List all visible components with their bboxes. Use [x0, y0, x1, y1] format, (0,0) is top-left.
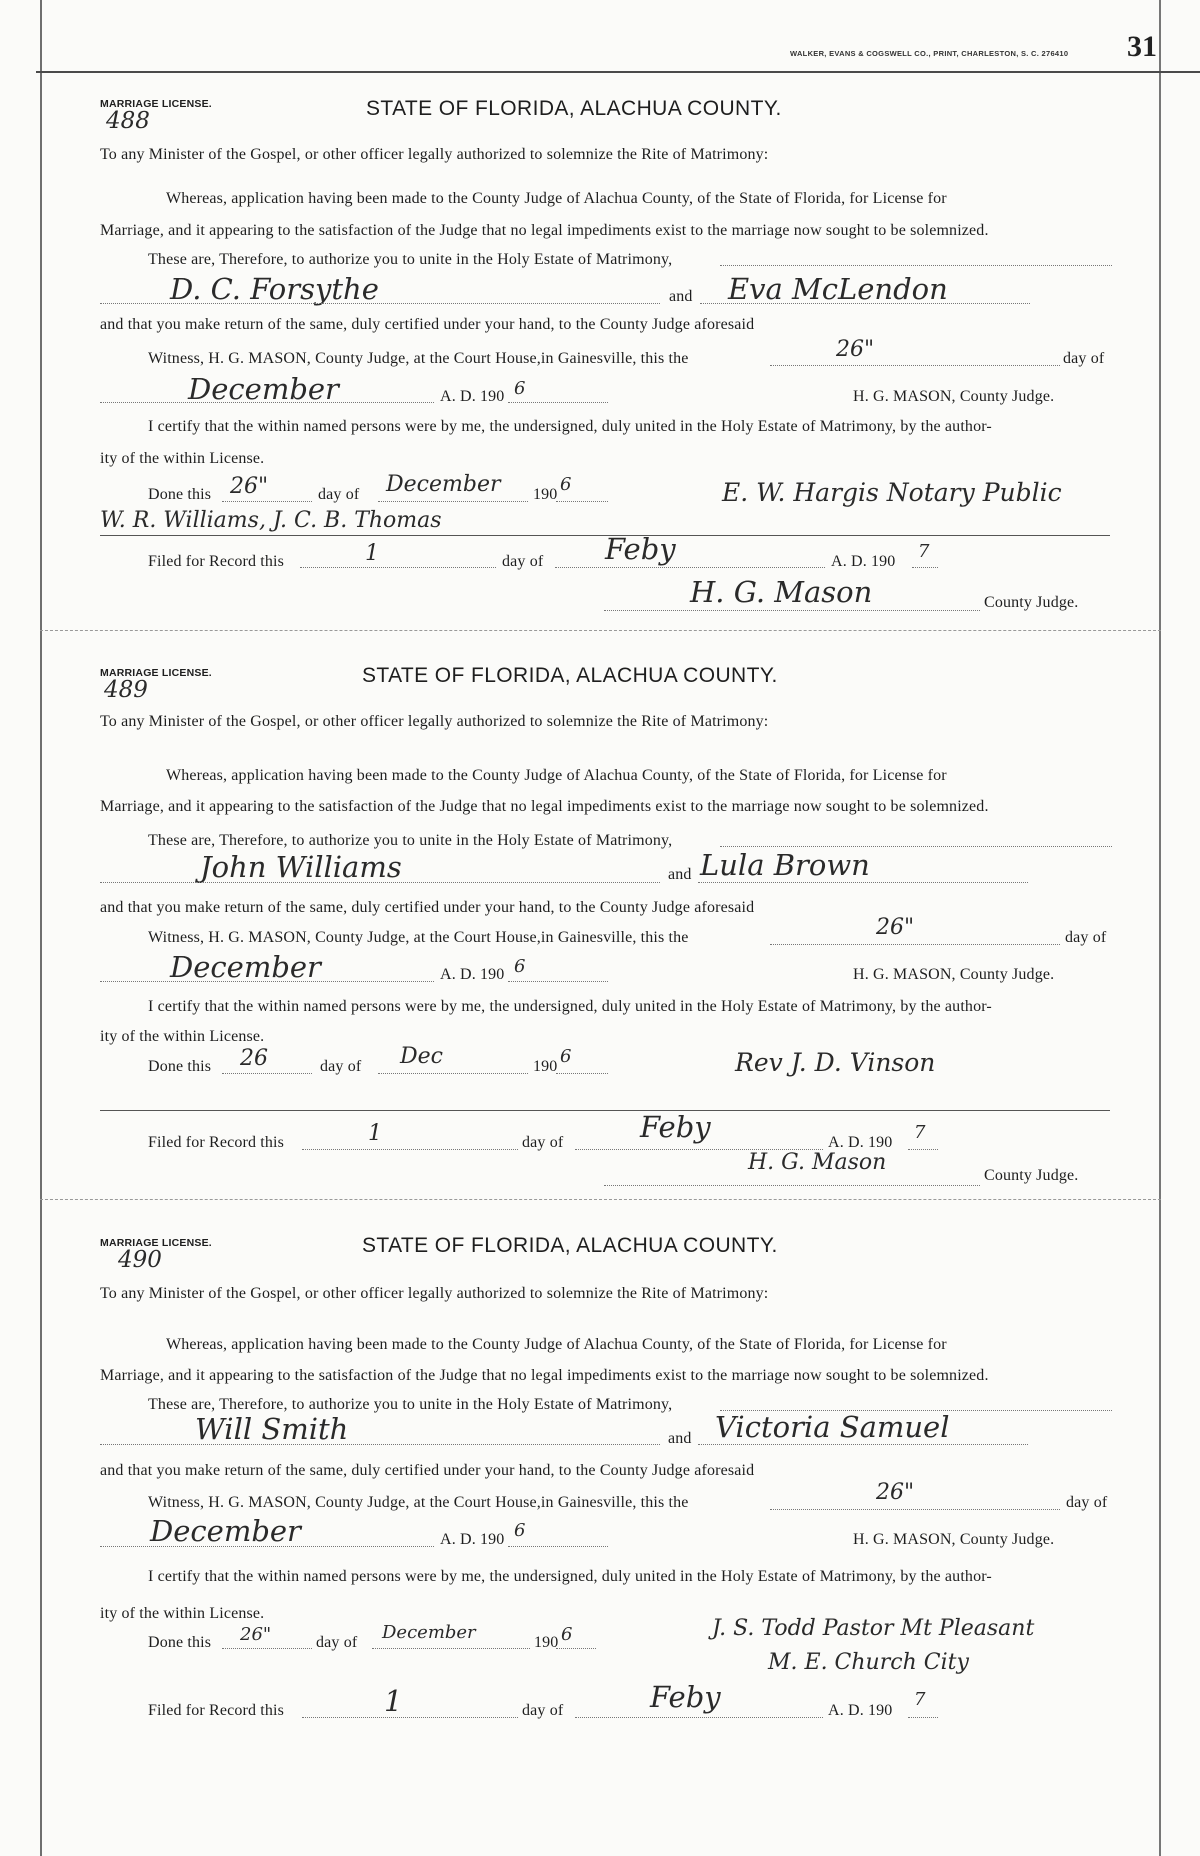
done-this-label: Done this — [148, 1058, 212, 1075]
done-this-label: Done this — [148, 486, 212, 503]
ad-label: A. D. 190 — [440, 388, 505, 405]
day-of-label: day of — [1066, 1494, 1108, 1511]
bride-name: Lula Brown — [700, 848, 870, 882]
to-any-minister: To any Minister of the Gospel, or other officer legally authorized to solemnize the Rite of Matrimony: — [100, 146, 769, 163]
left-margin-rule — [40, 0, 42, 1856]
make-return-line: and that you make return of the same, duly certified under your hand, to the County Judge aforesaid — [100, 1462, 755, 1479]
officiant-signature: E. W. Hargis Notary Public — [722, 478, 1062, 507]
license-number: 489 — [104, 677, 148, 703]
to-any-minister: To any Minister of the Gospel, or other officer legally authorized to solemnize the Rite of Matrimony: — [100, 1285, 769, 1302]
day-of-label: day of — [502, 553, 544, 570]
certify-line-2: ity of the within License. — [100, 450, 265, 467]
groom-name: D. C. Forsythe — [170, 272, 379, 306]
these-are-line: These are, Therefore, to authorize you to unite in the Holy Estate of Matrimony, — [148, 251, 673, 268]
groom-name: Will Smith — [195, 1412, 349, 1446]
done-month: Dec — [400, 1044, 443, 1069]
witness-signatures: W. R. Williams, J. C. B. Thomas — [100, 508, 442, 533]
done-month: December — [386, 472, 501, 497]
judge-signature: H. G. Mason — [748, 1150, 887, 1175]
day-of-label: day of — [316, 1634, 358, 1651]
done-day: 26 — [240, 1046, 268, 1071]
witness-day: 26" — [876, 915, 915, 940]
done-day: 26" — [230, 474, 269, 499]
filed-day: 1 — [384, 1684, 403, 1718]
these-are-line: These are, Therefore, to authorize you to unite in the Holy Estate of Matrimony, — [148, 1396, 673, 1413]
filed-day: 1 — [368, 1121, 382, 1146]
certify-line-1: I certify that the within named persons were by me, the undersigned, duly united in the Holy Estate of Matrimony, by the author- — [148, 1568, 992, 1585]
whereas-line-1: Whereas, application having been made to the County Judge of Alachua County, of the State of Florida, for License for — [166, 190, 947, 207]
state-header: STATE OF FLORIDA, ALACHUA COUNTY. — [362, 1234, 778, 1257]
witness-year: 6 — [514, 1520, 526, 1541]
license-label: MARRIAGE LICENSE. — [100, 1237, 212, 1249]
judge-caption: H. G. MASON, County Judge. — [853, 388, 1055, 405]
page-number: 31 — [1127, 30, 1157, 63]
whereas-line-1: Whereas, application having been made to the County Judge of Alachua County, of the State of Florida, for License for — [166, 767, 947, 784]
printer-line: WALKER, EVANS & COGSWELL CO., PRINT, CHARLESTON, S. C. 276410 — [790, 49, 1069, 58]
witness-day: 26" — [876, 1480, 915, 1505]
bride-name: Eva McLendon — [728, 272, 948, 306]
done-year: 6 — [560, 474, 572, 495]
to-any-minister: To any Minister of the Gospel, or other officer legally authorized to solemnize the Rite of Matrimony: — [100, 713, 769, 730]
witness-month: December — [150, 1514, 301, 1548]
whereas-line-2: Marriage, and it appearing to the satisfaction of the Judge that no legal impediments exist to the marriage now sought to be solemnized. — [100, 222, 989, 239]
certify-line-1: I certify that the within named persons were by me, the undersigned, duly united in the Holy Estate of Matrimony, by the author- — [148, 418, 992, 435]
witness-month: December — [170, 950, 321, 984]
bride-name: Victoria Samuel — [715, 1410, 950, 1444]
year-prefix: 190 — [533, 1058, 558, 1075]
top-rule — [36, 71, 1200, 73]
witness-day: 26" — [836, 337, 875, 362]
license-number: 488 — [106, 108, 150, 134]
separator — [40, 1199, 1161, 1201]
judge-caption: H. G. MASON, County Judge. — [853, 1531, 1055, 1548]
groom-name: John Williams — [200, 850, 402, 884]
filed-day: 1 — [365, 541, 379, 566]
right-margin-rule — [1159, 0, 1161, 1856]
make-return-line: and that you make return of the same, duly certified under your hand, to the County Judge aforesaid — [100, 899, 755, 916]
witness-line: Witness, H. G. MASON, County Judge, at the Court House,in Gainesville, this the — [148, 929, 689, 946]
these-are-line: These are, Therefore, to authorize you to unite in the Holy Estate of Matrimony, — [148, 832, 673, 849]
year-prefix: 190 — [533, 486, 558, 503]
officiant-signature: Rev J. D. Vinson — [735, 1048, 936, 1077]
state-header: STATE OF FLORIDA, ALACHUA COUNTY. — [366, 97, 782, 120]
day-of-label: day of — [320, 1058, 362, 1075]
filed-year: 7 — [914, 1122, 926, 1143]
filed-month: Feby — [640, 1110, 711, 1144]
day-of-label: day of — [1063, 350, 1105, 367]
done-day: 26" — [240, 1624, 272, 1645]
and-label: and — [668, 1430, 692, 1447]
and-label: and — [668, 866, 692, 883]
separator — [40, 630, 1161, 632]
done-month: December — [382, 1622, 476, 1643]
filed-year: 7 — [918, 541, 930, 562]
day-of-label: day of — [522, 1134, 564, 1151]
done-this-label: Done this — [148, 1634, 212, 1651]
filed-month: Feby — [605, 532, 676, 566]
county-judge-label: County Judge. — [984, 1167, 1079, 1184]
done-year: 6 — [561, 1624, 573, 1645]
make-return-line: and that you make return of the same, duly certified under your hand, to the County Judge aforesaid — [100, 316, 755, 333]
and-label: and — [669, 288, 693, 305]
ad-filed-label: A. D. 190 — [831, 553, 896, 570]
county-judge-label: County Judge. — [984, 594, 1079, 611]
witness-year: 6 — [514, 956, 526, 977]
ad-filed-label: A. D. 190 — [828, 1702, 893, 1719]
filed-year: 7 — [914, 1689, 926, 1710]
day-of-label: day of — [318, 486, 360, 503]
license-label: MARRIAGE LICENSE. — [100, 667, 212, 679]
ad-label: A. D. 190 — [440, 966, 505, 983]
filed-for-record-label: Filed for Record this — [148, 1134, 285, 1151]
filed-for-record-label: Filed for Record this — [148, 553, 285, 570]
witness-line: Witness, H. G. MASON, County Judge, at the Court House,in Gainesville, this the — [148, 350, 689, 367]
whereas-line-2: Marriage, and it appearing to the satisfaction of the Judge that no legal impediments exist to the marriage now sought to be solemnized. — [100, 798, 989, 815]
done-year: 6 — [560, 1046, 572, 1067]
state-header: STATE OF FLORIDA, ALACHUA COUNTY. — [362, 664, 778, 687]
license-label: MARRIAGE LICENSE. — [100, 98, 212, 110]
judge-caption: H. G. MASON, County Judge. — [853, 966, 1055, 983]
day-of-label: day of — [522, 1702, 564, 1719]
witness-year: 6 — [514, 378, 526, 399]
day-of-label: day of — [1065, 929, 1107, 946]
filed-month: Feby — [650, 1680, 721, 1714]
certify-line-2: ity of the within License. — [100, 1605, 265, 1622]
ad-label: A. D. 190 — [440, 1531, 505, 1548]
license-number: 490 — [118, 1247, 162, 1273]
certify-line-2: ity of the within License. — [100, 1028, 265, 1045]
witness-month: December — [188, 372, 339, 406]
officiant-signature: J. S. Todd Pastor Mt Pleasant — [712, 1616, 1035, 1641]
judge-signature: H. G. Mason — [690, 575, 873, 609]
ad-filed-label: A. D. 190 — [828, 1134, 893, 1151]
officiant-signature-line-2: M. E. Church City — [768, 1650, 969, 1675]
witness-line: Witness, H. G. MASON, County Judge, at the Court House,in Gainesville, this the — [148, 1494, 689, 1511]
whereas-line-2: Marriage, and it appearing to the satisfaction of the Judge that no legal impediments exist to the marriage now sought to be solemnized. — [100, 1367, 989, 1384]
whereas-line-1: Whereas, application having been made to the County Judge of Alachua County, of the State of Florida, for License for — [166, 1336, 947, 1353]
certify-line-1: I certify that the within named persons were by me, the undersigned, duly united in the Holy Estate of Matrimony, by the author- — [148, 998, 992, 1015]
filed-for-record-label: Filed for Record this — [148, 1702, 285, 1719]
year-prefix: 190 — [534, 1634, 559, 1651]
